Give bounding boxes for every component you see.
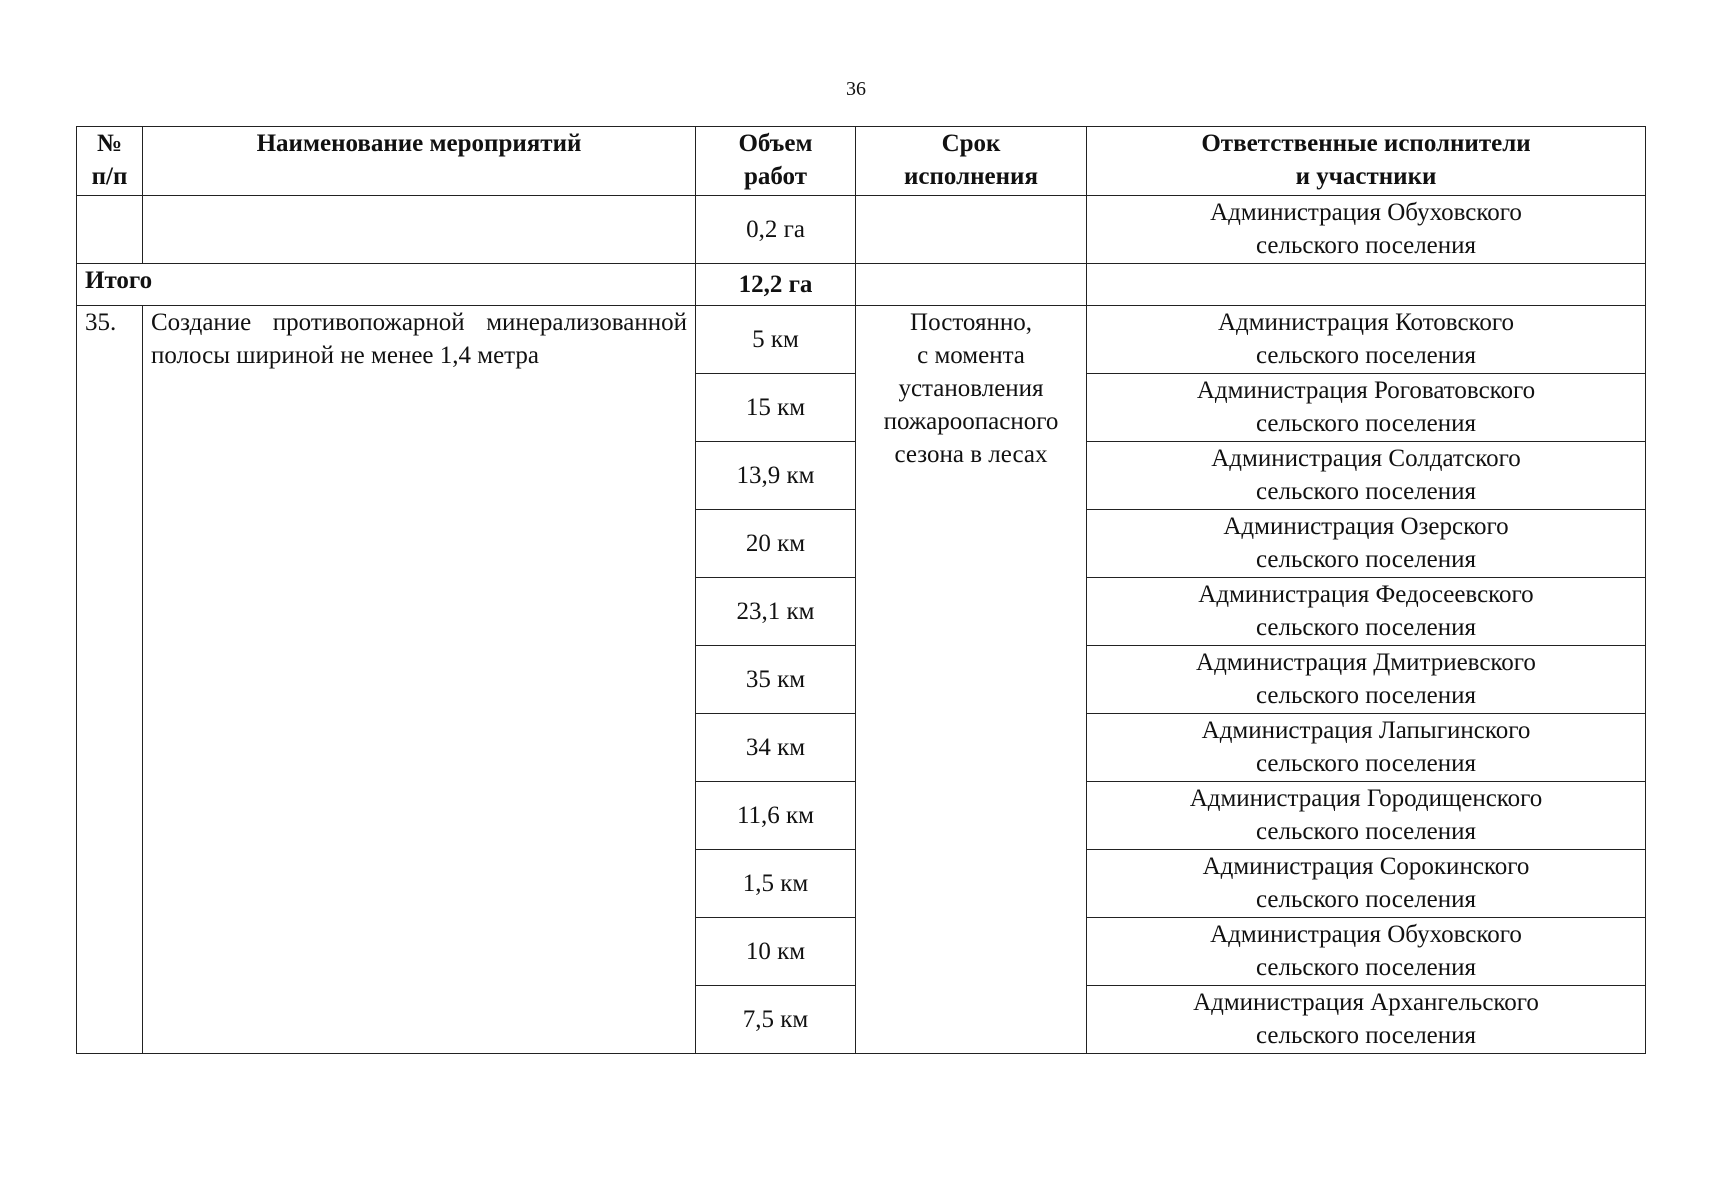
volume-cell: 5 км: [696, 306, 856, 374]
responsible-cell: Администрация Озерского сельского поселения: [1087, 510, 1646, 578]
volume-cell: 0,2 га: [696, 196, 856, 264]
header-responsible: Ответственные исполнители и участники: [1087, 127, 1646, 196]
responsible-cell: Администрация Сорокинского сельского поселения: [1087, 850, 1646, 918]
header-volume: Объем работ: [696, 127, 856, 196]
responsible-cell: Администрация Архангельского сельского поселения: [1087, 986, 1646, 1054]
num-cell: [77, 196, 143, 264]
volume-cell: 15 км: [696, 374, 856, 442]
responsible-cell: Администрация Дмитриевского сельского поселения: [1087, 646, 1646, 714]
item-term: Постоянно, с момента установления пожароопасного сезона в лесах: [856, 306, 1087, 1054]
responsible-cell: Администрация Городищенского сельского поселения: [1087, 782, 1646, 850]
responsible-cell: [1087, 264, 1646, 306]
table-row: [77, 306, 1646, 374]
volume-cell: 35 км: [696, 646, 856, 714]
responsible-cell: Администрация Обуховского сельского поселения: [1087, 918, 1646, 986]
responsible-cell: Администрация Лапыгинского сельского поселения: [1087, 714, 1646, 782]
table-header-row: [77, 127, 1646, 196]
responsible-cell: Администрация Федосеевского сельского поселения: [1087, 578, 1646, 646]
term-cell: [856, 196, 1087, 264]
responsible-cell: Администрация Обуховского сельского поселения: [1087, 196, 1646, 264]
header-num: № п/п: [77, 127, 143, 196]
item-name: Создание противопожарной минерализованной полосы шириной не менее 1,4 метра: [143, 306, 696, 1054]
page-number: 36: [846, 78, 866, 100]
volume-cell: 7,5 км: [696, 986, 856, 1054]
total-label: Итого: [77, 264, 696, 306]
item-number: 35.: [77, 306, 143, 1054]
responsible-cell: Администрация Роговатовского сельского поселения: [1087, 374, 1646, 442]
volume-cell: 34 км: [696, 714, 856, 782]
total-row: [77, 264, 1646, 306]
volume-cell: 13,9 км: [696, 442, 856, 510]
term-cell: [856, 264, 1087, 306]
volume-cell: 10 км: [696, 918, 856, 986]
responsible-cell: Администрация Котовского сельского поселения: [1087, 306, 1646, 374]
name-cell: [143, 196, 696, 264]
volume-cell: 23,1 км: [696, 578, 856, 646]
volume-cell: 1,5 км: [696, 850, 856, 918]
measures-table: [76, 126, 1646, 1054]
responsible-cell: Администрация Солдатского сельского поселения: [1087, 442, 1646, 510]
volume-cell: 20 км: [696, 510, 856, 578]
total-volume: 12,2 га: [696, 264, 856, 306]
table-row: [77, 196, 1646, 264]
header-term: Срок исполнения: [856, 127, 1087, 196]
volume-cell: 11,6 км: [696, 782, 856, 850]
header-name: Наименование мероприятий: [143, 127, 696, 196]
